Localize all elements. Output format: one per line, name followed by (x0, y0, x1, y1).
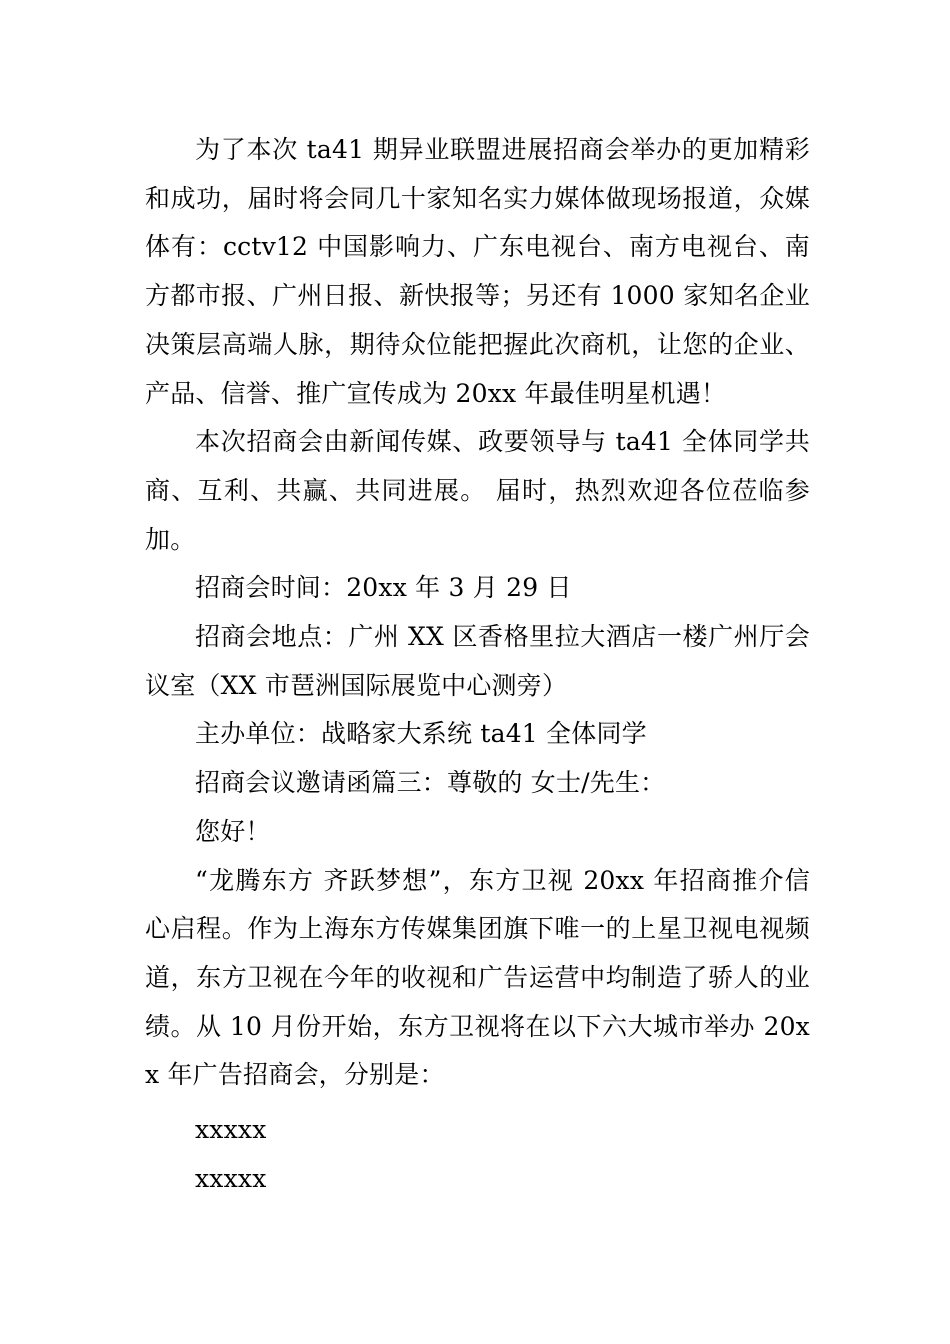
paragraph-greeting: 您好！ (195, 816, 271, 846)
paragraph-intro: 为了本次 ta41 期异业联盟进展招商会举办的更加精彩和成功，届时将会同几十家知名实力媒体做现场报道，众媒体有：cctv12 中国影响力、广东电视台、南方电视台、南方都市报、广州日报、新快报等；另还有 1000 家知名企业决策层高端人脉，期待众位能把握此次商机，让您的企业、产品、信誉、推广宣传成为 20xx 年最佳明星机遇！ (145, 135, 810, 408)
paragraph-city-2: xxxxx (195, 1163, 267, 1193)
paragraph-city-1: xxxxx (195, 1115, 267, 1145)
paragraph-section-heading: 招商会议邀请函篇三：尊敬的 女士/先生： (195, 768, 666, 798)
paragraph-location: 招商会地点：广州 XX 区香格里拉大酒店一楼广州厅会议室（XX 市琶洲国际展览中心测旁） (145, 622, 810, 700)
document-body (145, 126, 810, 1203)
paragraph-organizer: 主办单位：战略家大系统 ta41 全体同学 (195, 719, 647, 749)
paragraph-time: 招商会时间：20xx 年 3 月 29 日 (195, 573, 572, 603)
paragraph-sponsors: 本次招商会由新闻传媒、政要领导与 ta41 全体同学共商、互利、共赢、共同进展。 届时，热烈欢迎各位莅临参加。 (145, 427, 810, 554)
paragraph-dragon-tv: “龙腾东方 齐跃梦想”，东方卫视 20xx 年招商推介信心启程。作为上海东方传媒集团旗下唯一的上星卫视电视频道，东方卫视在今年的收视和广告运营中均制造了骄人的业绩。从 10 月份开始，东方卫视将在以下六大城市举办 20xx 年广告招商会，分别是： (145, 865, 810, 1090)
